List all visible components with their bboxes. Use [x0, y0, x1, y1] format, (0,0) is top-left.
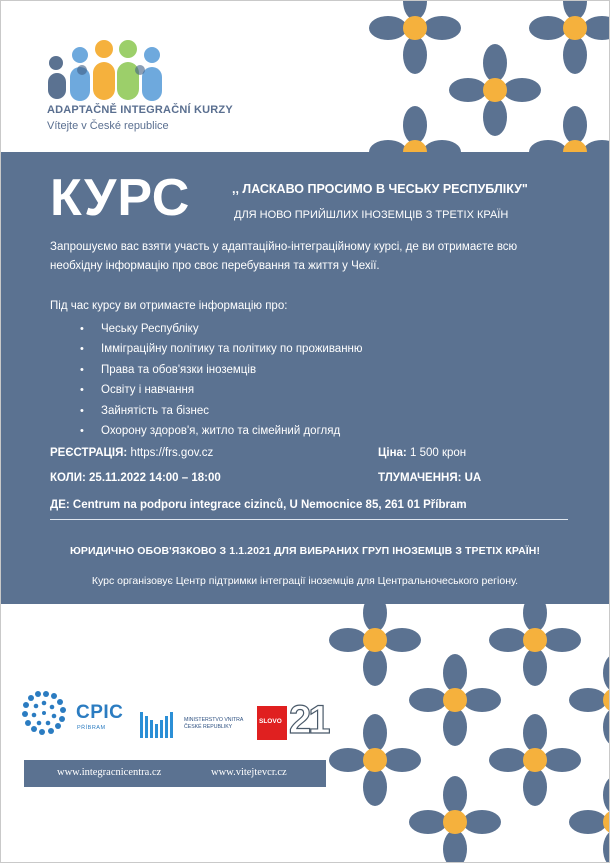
- list-item: • Охорону здоров'я, житло та сімейний догляд: [80, 421, 363, 441]
- logo-title: ADAPTAČNĚ INTEGRAČNÍ KURZY: [47, 104, 233, 116]
- course-headline: ,, ЛАСКАВО ПРОСИМО В ЧЕСЬКУ РЕСПУБЛІКУ": [232, 182, 528, 196]
- list-item: • Чеську Республіку: [80, 319, 363, 339]
- logo-subtitle: Vítejte v České republice: [47, 120, 169, 132]
- list-item: • Права та обов'язки іноземців: [80, 360, 363, 380]
- list-item: • Імміграційну політику та політику по проживанню: [80, 339, 363, 359]
- translation-label: ТЛУМАЧЕННЯ: UA: [378, 472, 482, 484]
- legal-notice: ЮРИДИЧНО ОБОВ'ЯЗКОВО З 1.1.2021 ДЛЯ ВИБРАНИХ ГРУП ІНОЗЕМЦІВ З ТРЕТІХ КРАЇН!: [69, 545, 541, 557]
- slovo21-label: SLOVO: [259, 718, 282, 725]
- where-row: [50, 499, 467, 511]
- when-label: КОЛИ: 25.11.2022 14:00 – 18:00: [50, 472, 221, 484]
- course-subheadline: ДЛЯ НОВО ПРИЙШЛИХ ІНОЗЕМЦІВ З ТРЕТІХ КРАЇН: [234, 209, 509, 221]
- list-item: • Зайнятість та бізнес: [80, 401, 363, 421]
- registration-link[interactable]: https://frs.gov.cz: [130, 447, 214, 459]
- organizer-note: Курс організовує Центр підтримки інтеграції іноземців для Центральночеського регіону.: [91, 575, 519, 587]
- course-heading: КУРС: [50, 169, 191, 227]
- ministry-logo-text: MINISTERSTVO VNITRA ČESKÉ REPUBLIKY: [184, 717, 244, 730]
- course-intro: Запрошуємо вас взяти участь у адаптаційно-інтеграційному курсі, де ви отримаєте всю необхідну інформацію про своє перебування та життя у Чехії.: [50, 241, 518, 272]
- registration-row: [50, 447, 213, 459]
- divider: [50, 519, 568, 520]
- footer-link-integracnicentra[interactable]: www.integracnicentra.cz: [57, 767, 162, 778]
- price-row: [378, 447, 466, 459]
- slovo21-number: 21: [289, 698, 328, 742]
- registration-label: РЕЄСТРАЦІЯ:: [50, 447, 128, 459]
- during-course-label: Під час курсу ви отримаєте інформацію про:: [50, 300, 288, 312]
- where-label: ДЕ: Centrum na podporu integrace cizinců, U Nemocnice 85, 261 01 Příbram: [50, 499, 467, 511]
- translation-row: [378, 472, 481, 484]
- when-row: [50, 472, 221, 484]
- footer-link-vitejtevcr[interactable]: www.vitejtevcr.cz: [211, 767, 287, 778]
- cpic-logo-subtext: PŘÍBRAM: [77, 725, 106, 731]
- list-item: • Освіту і навчання: [80, 380, 363, 400]
- cpic-logo-text: CPIC: [76, 702, 124, 723]
- price-value: 1 500 крон: [409, 447, 467, 459]
- ministry-logo-icon: [139, 710, 179, 740]
- price-label: Ціна:: [378, 447, 407, 459]
- topics-list: [80, 319, 363, 441]
